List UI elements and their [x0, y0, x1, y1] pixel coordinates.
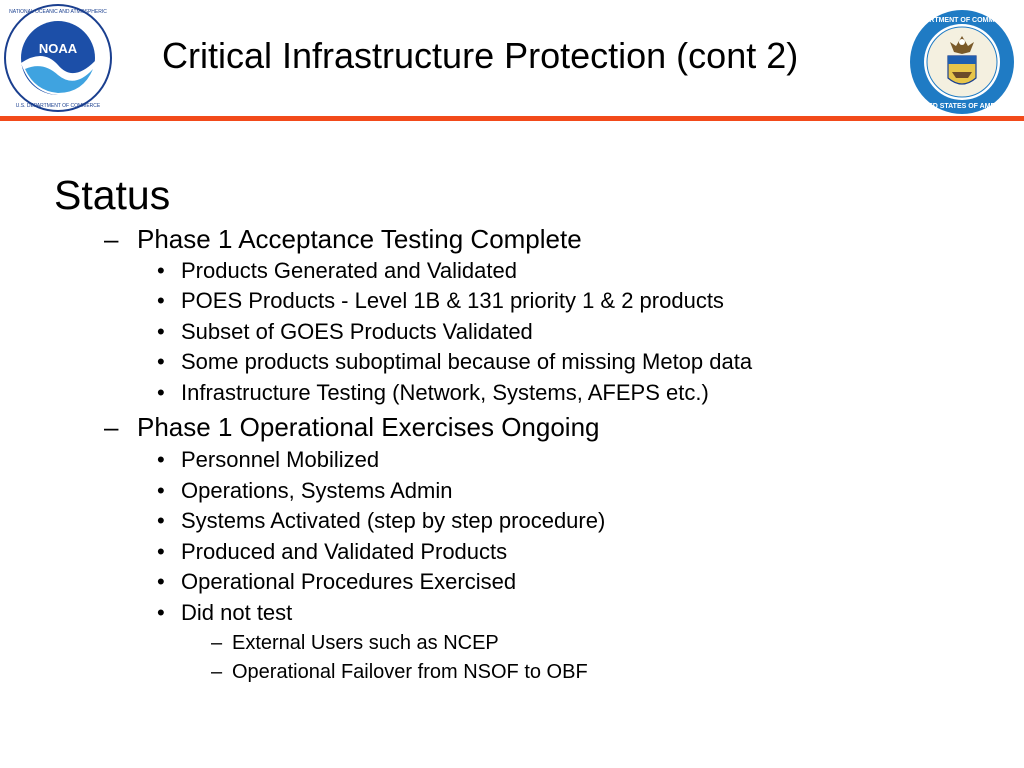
list-item: Infrastructure Testing (Network, Systems, AFEPS etc.)	[181, 380, 709, 405]
list-item: Products Generated and Validated	[181, 258, 517, 283]
dash-marker: –	[104, 412, 119, 442]
dash-marker: –	[211, 661, 223, 683]
bullet-marker: •	[157, 349, 165, 374]
section-label-exercises: Phase 1 Operational Exercises Ongoing	[137, 412, 600, 442]
bullet-marker: •	[157, 569, 165, 594]
bullet-marker: •	[157, 508, 165, 533]
page-title: Critical Infrastructure Protection (cont 2)	[162, 35, 799, 76]
svg-text:NOAA: NOAA	[38, 41, 78, 56]
list-item: Produced and Validated Products	[181, 539, 508, 564]
svg-text:NATIONAL OCEANIC AND ATMOSPHER: NATIONAL OCEANIC AND ATMOSPHERIC	[9, 9, 107, 15]
sub-list-item: External Users such as NCEP	[232, 632, 499, 654]
bullet-marker: •	[157, 319, 165, 344]
list-item: Subset of GOES Products Validated	[181, 319, 533, 344]
bullet-marker: •	[157, 447, 165, 472]
bullet-marker: •	[157, 539, 165, 564]
bullet-marker: •	[157, 600, 165, 625]
svg-text:U.S. DEPARTMENT OF COMMERCE: U.S. DEPARTMENT OF COMMERCE	[15, 103, 101, 109]
list-item: Operations, Systems Admin	[181, 478, 453, 503]
list-item: Systems Activated (step by step procedure)	[181, 508, 606, 533]
list-item: POES Products - Level 1B & 131 priority 1 & 2 products	[181, 288, 724, 313]
header-divider	[0, 116, 1024, 121]
svg-text:DEPARTMENT OF COMMERCE: DEPARTMENT OF COMMERCE	[910, 17, 1014, 24]
section-label-acceptance: Phase 1 Acceptance Testing Complete	[137, 224, 582, 254]
bullet-marker: •	[157, 288, 165, 313]
dash-marker: –	[211, 632, 223, 654]
list-item: Operational Procedures Exercised	[181, 569, 517, 594]
sub-list-item: Operational Failover from NSOF to OBF	[232, 661, 588, 683]
bullet-marker: •	[157, 478, 165, 503]
list-item: Some products suboptimal because of missing Metop data	[181, 349, 753, 374]
svg-text:UNITED STATES OF AMERICA: UNITED STATES OF AMERICA	[911, 103, 1013, 110]
list-item: Did not test	[181, 600, 293, 625]
bullet-marker: •	[157, 258, 165, 283]
dash-marker: –	[104, 224, 119, 254]
department-of-commerce-seal-icon	[908, 8, 1016, 116]
bullet-marker: •	[157, 380, 165, 405]
status-heading: Status	[54, 172, 171, 218]
list-item: Personnel Mobilized	[181, 447, 380, 472]
noaa-logo-icon	[3, 3, 113, 113]
